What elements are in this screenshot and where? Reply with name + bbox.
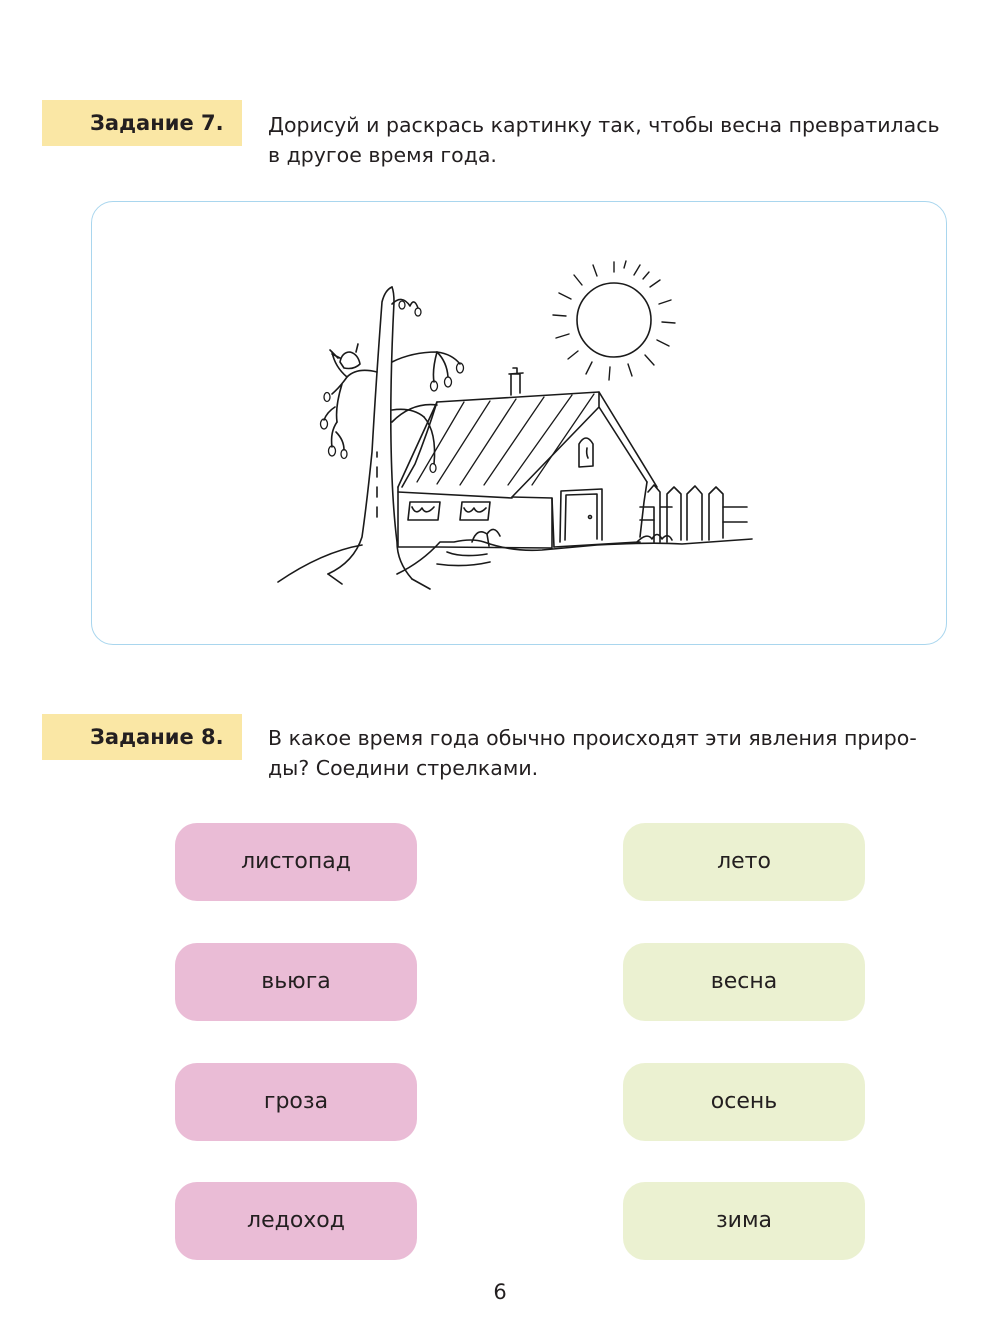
season-card-autumn[interactable]: осень (623, 1063, 865, 1141)
phenomenon-card-thunderstorm[interactable]: гроза (175, 1063, 417, 1141)
task-7-text (268, 110, 958, 170)
task-8-text (268, 723, 958, 783)
phenomenon-card-ice-drift[interactable]: ледоход (175, 1182, 417, 1260)
house-drawing (398, 368, 657, 548)
ground-line (278, 539, 752, 582)
phenomenon-card-blizzard[interactable]: вьюга (175, 943, 417, 1021)
season-card-spring[interactable]: весна (623, 943, 865, 1021)
task-8-text-line-2: ды? Соедини стрелками. (268, 756, 539, 780)
coloring-picture-frame (91, 201, 947, 645)
season-card-winter[interactable]: зима (623, 1182, 865, 1260)
sun-drawing (553, 261, 675, 380)
season-card-summer[interactable]: лето (623, 823, 865, 901)
task-7-label: Задание 7. (42, 100, 242, 146)
fence-drawing (637, 485, 747, 542)
tree-drawing (321, 287, 464, 589)
task-8-text-line-1: В какое время года обычно происходят эти явления приро- (268, 726, 917, 750)
bird-drawing (330, 344, 360, 369)
page-number: 6 (493, 1280, 507, 1304)
spring-house-drawing[interactable] (92, 202, 948, 646)
task-7-text-line-1: Дорисуй и раскрась картинку так, чтобы весна превратилась (268, 113, 940, 137)
phenomenon-card-leaf-fall[interactable]: листопад (175, 823, 417, 901)
task-8-label: Задание 8. (42, 714, 242, 760)
task-7-text-line-2: в другое время года. (268, 143, 497, 167)
